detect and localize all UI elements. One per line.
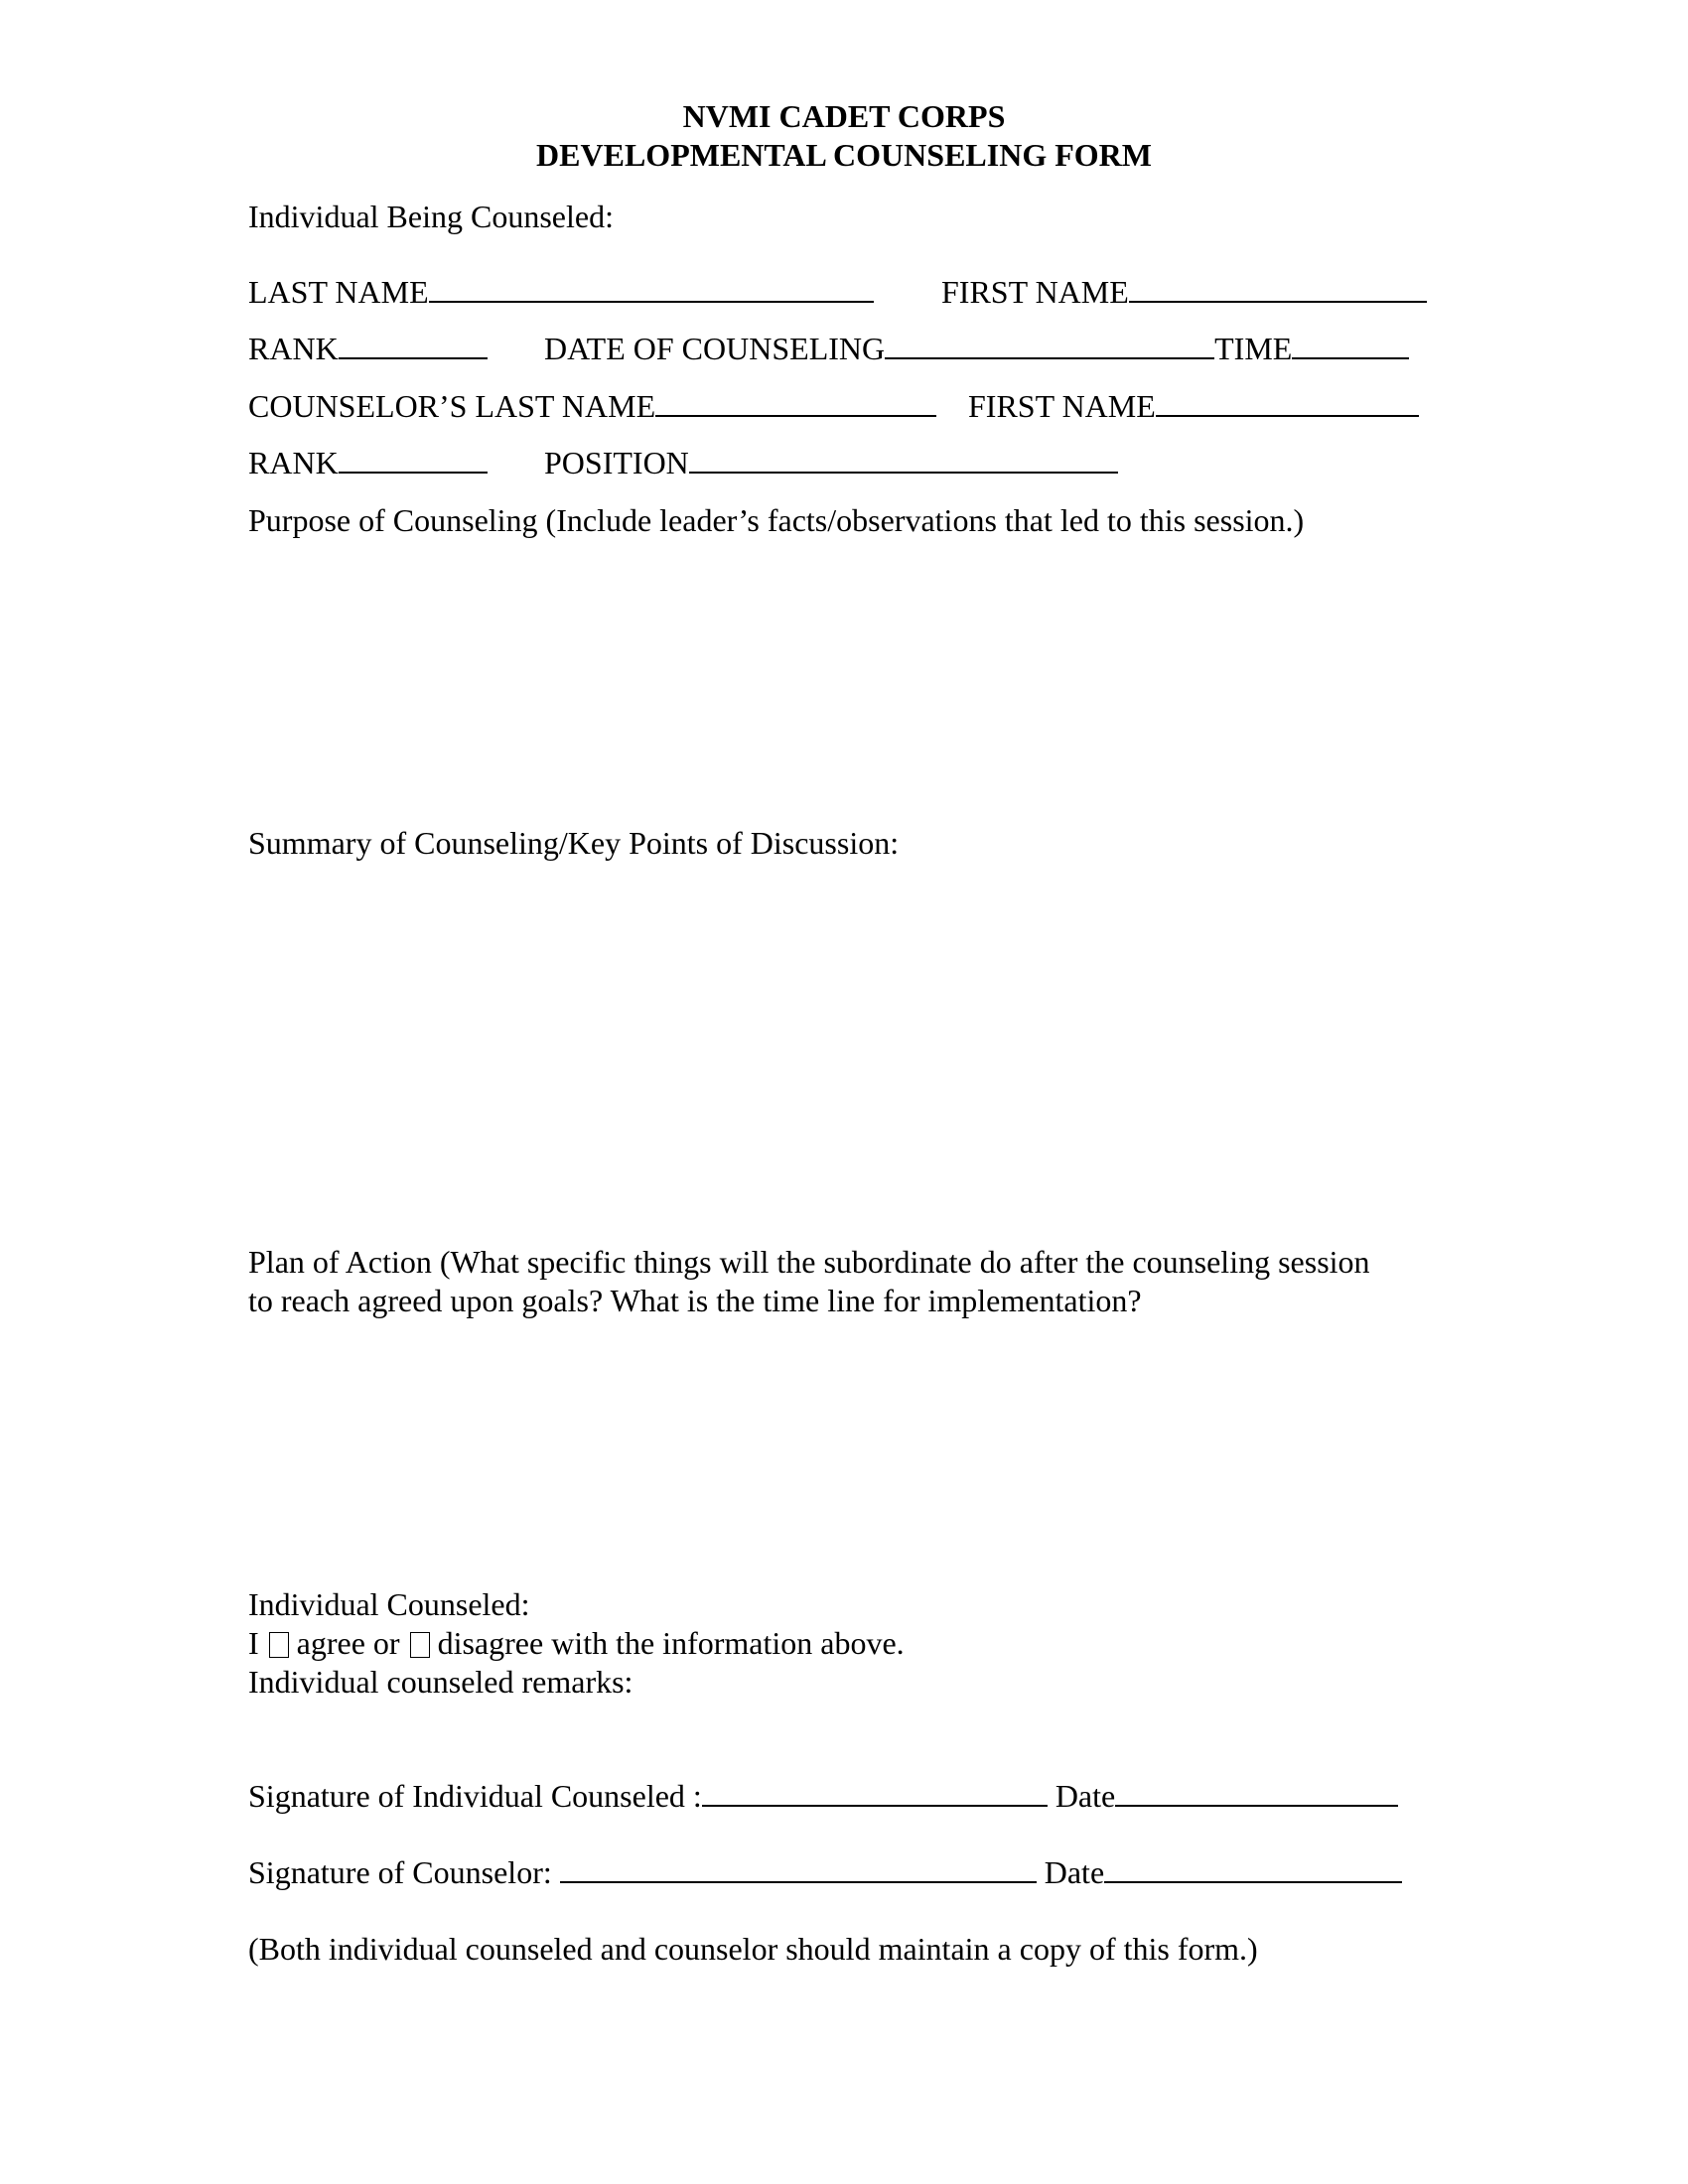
rank-label: RANK xyxy=(248,331,339,366)
counselor-first-name-input[interactable] xyxy=(1156,389,1419,417)
counselor-last-name-input[interactable] xyxy=(655,389,936,417)
counselor-rank-input[interactable] xyxy=(339,446,488,474)
agreement-prefix: I xyxy=(248,1625,259,1661)
summary-text-area[interactable] xyxy=(248,867,1440,1234)
counselor-last-name-field xyxy=(248,386,936,426)
purpose-heading: Purpose of Counseling (Include leader’s facts/observations that led to this session.) xyxy=(248,502,1305,538)
counselor-date-input[interactable] xyxy=(1104,1855,1402,1883)
last-name-input[interactable] xyxy=(429,275,874,303)
individual-signature-label: Signature of Individual Counseled : xyxy=(248,1778,702,1814)
individual-signature-input[interactable] xyxy=(702,1779,1048,1807)
individual-remarks-area[interactable] xyxy=(248,1704,1440,1773)
individual-signature-field xyxy=(248,1776,1398,1816)
rank-field xyxy=(248,329,488,368)
summary-heading: Summary of Counseling/Key Points of Discussion: xyxy=(248,825,900,861)
date-of-counseling-input[interactable] xyxy=(885,332,1214,359)
first-name-label: FIRST NAME xyxy=(941,274,1129,310)
individual-counseled-heading: Individual Counseled: xyxy=(248,1586,530,1622)
individual-section-label: Individual Being Counseled: xyxy=(248,199,614,234)
date-of-counseling-field xyxy=(544,329,1409,368)
counselor-last-name-label: COUNSELOR’S LAST NAME xyxy=(248,388,656,424)
disagree-checkbox[interactable] xyxy=(410,1632,430,1658)
counselor-signature-label: Signature of Counselor: xyxy=(248,1854,552,1890)
position-label: POSITION xyxy=(544,445,689,480)
counselor-rank-field xyxy=(248,443,488,482)
individual-remarks-label: Individual counseled remarks: xyxy=(248,1664,633,1700)
counselor-rank-label: RANK xyxy=(248,445,339,480)
first-name-field xyxy=(941,272,1427,312)
counselor-first-name-field xyxy=(968,386,1419,426)
plan-of-action-heading-line1: Plan of Action (What specific things will the subordinate do after the counseling session xyxy=(248,1244,1370,1280)
counselor-signature-field xyxy=(248,1852,1402,1892)
time-input[interactable] xyxy=(1292,332,1409,359)
copy-instruction-note: (Both individual counseled and counselor should maintain a copy of this form.) xyxy=(248,1931,1258,1967)
counselor-date-label: Date xyxy=(1044,1854,1105,1890)
agree-checkbox[interactable] xyxy=(269,1632,289,1658)
form-title: DEVELOPMENTAL COUNSELING FORM xyxy=(536,137,1152,173)
individual-date-label: Date xyxy=(1055,1778,1116,1814)
time-label: TIME xyxy=(1214,331,1293,366)
last-name-field xyxy=(248,272,874,312)
agree-label: agree or xyxy=(296,1625,400,1661)
plan-of-action-heading-line2: to reach agreed upon goals? What is the time line for implementation? xyxy=(248,1283,1142,1318)
form-org-title: NVMI CADET CORPS xyxy=(682,98,1006,134)
agreement-line xyxy=(248,1623,905,1663)
plan-of-action-text-area[interactable] xyxy=(248,1324,1440,1572)
first-name-input[interactable] xyxy=(1129,275,1427,303)
rank-input[interactable] xyxy=(339,332,488,359)
disagree-label: disagree with the information above. xyxy=(437,1625,905,1661)
counselor-signature-input[interactable] xyxy=(560,1855,1037,1883)
individual-date-input[interactable] xyxy=(1115,1779,1398,1807)
position-input[interactable] xyxy=(689,446,1118,474)
position-field xyxy=(544,443,1118,482)
date-of-counseling-label: DATE OF COUNSELING xyxy=(544,331,886,366)
counselor-first-name-label: FIRST NAME xyxy=(968,388,1156,424)
last-name-label: LAST NAME xyxy=(248,274,429,310)
purpose-text-area[interactable] xyxy=(248,544,1440,812)
